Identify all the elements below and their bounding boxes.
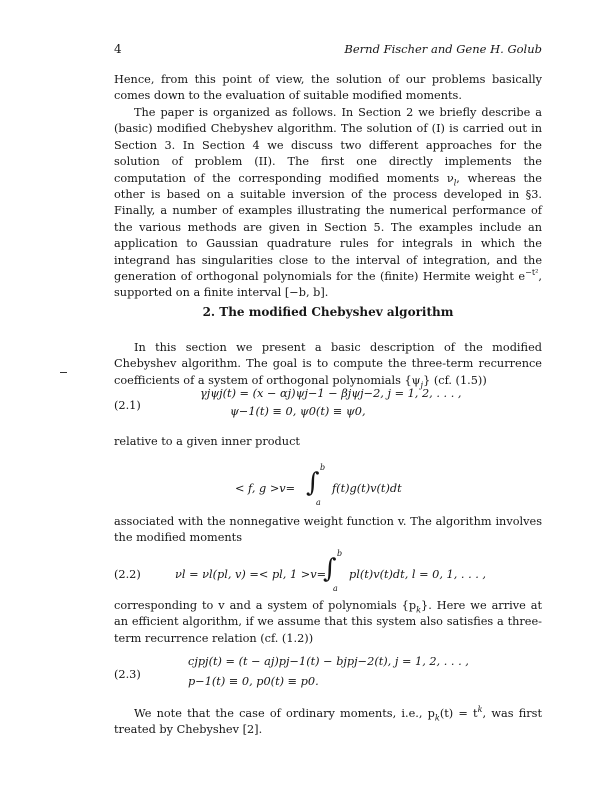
equation-2-1-line-1: γjψj(t) = (x − αj)ψj−1 − βjψj−2, j = 1, 2, . . . ,	[200, 387, 462, 400]
upper-limit: b	[320, 463, 326, 472]
section-heading: 2. The modified Chebyshev algorithm	[202, 305, 454, 319]
page-header	[114, 42, 542, 58]
inner-product-rhs: f(t)g(t)v(t)dt	[332, 482, 402, 495]
inner-product-lhs: < f, g >v=	[235, 482, 296, 495]
lower-limit-2-2: a	[333, 584, 338, 593]
integral-sign-2-2: ∫	[323, 554, 337, 584]
upper-limit-2-2: b	[337, 549, 343, 558]
paragraph-section-intro: In this section we present a basic description of the modified Chebyshev algorithm. The goal is to compute the three-term recurrence coefficients of a system of orthogonal polynomials $\{\psi_j\}$ (cf. (1.5))	[114, 341, 542, 390]
equation-2-2-lhs: νl = νl(pl, v) =< pl, 1 >v=	[175, 568, 327, 581]
equation-2-3-line-2: p−1(t) ≡ 0, p0(t) ≡ p0.	[188, 675, 319, 688]
running-head: Bernd Fischer and Gene H. Golub	[344, 42, 542, 56]
equation-2-1-line-2: ψ−1(t) ≡ 0, ψ0(t) ≡ ψ0,	[230, 405, 366, 418]
equation-label-2-1: (2.1)	[114, 399, 141, 412]
page-number: 4	[114, 42, 122, 56]
paragraph-ordinary-moments: We note that the case of ordinary moments, i.e., $p_k(t) = t^k$, was first treated by Chebyshev [2].	[114, 704, 543, 737]
lower-limit: a	[316, 498, 321, 507]
equation-2-3-line-1: cjpj(t) = (t − aj)pj−1(t) − bjpj−2(t), j = 1, 2, . . . ,	[188, 655, 469, 668]
paragraph-weight-function: associated with the nonnegative weight function v. The algorithm involves the modified moments	[114, 515, 542, 545]
paragraph-polynomials: corresponding to v and a system of polynomials $\{p_k\}$. Here we arrive at an efficient algorithm, if we assume that this system also satisfies a three-term recurrence relation (cf. (1.2))	[114, 599, 542, 645]
integral-sign: ∫	[306, 468, 320, 498]
paragraph-intro: Hence, from this point of view, the solution of our problems basically comes down to the evaluation of suitable modified moments.	[114, 73, 542, 103]
margin-mark	[60, 372, 67, 373]
paragraph-organization: The paper is organized as follows. In Section 2 we briefly describe a (basic) modified Chebyshev algorithm. The solution of (I) is carried out in Section 3. In Section 4 we discuss two different approaches for the solution of problem (II). The first one directly implements the computation of the corresponding modified moments $\nu_l$, whereas the other is based on a suitable inversion of the process developed in §3. Finally, a number of examples illustrating the numerical performance of the various methods are given in Section 5. The examples include an application to Gaussian quadrature rules for integrals in which the integrand has singularities close to the interval of integration, and the generation of orthogonal polynomials for the (finite) Hermite weight $e^{-t^2}$, supported on a finite interval [−b, b].	[114, 106, 542, 300]
equation-label-2-2: (2.2)	[114, 568, 141, 581]
equation-2-2-rhs: pl(t)v(t)dt, l = 0, 1, . . . ,	[349, 568, 487, 581]
paragraph-inner-product: relative to a given inner product	[114, 435, 300, 448]
equation-label-2-3: (2.3)	[114, 668, 141, 681]
